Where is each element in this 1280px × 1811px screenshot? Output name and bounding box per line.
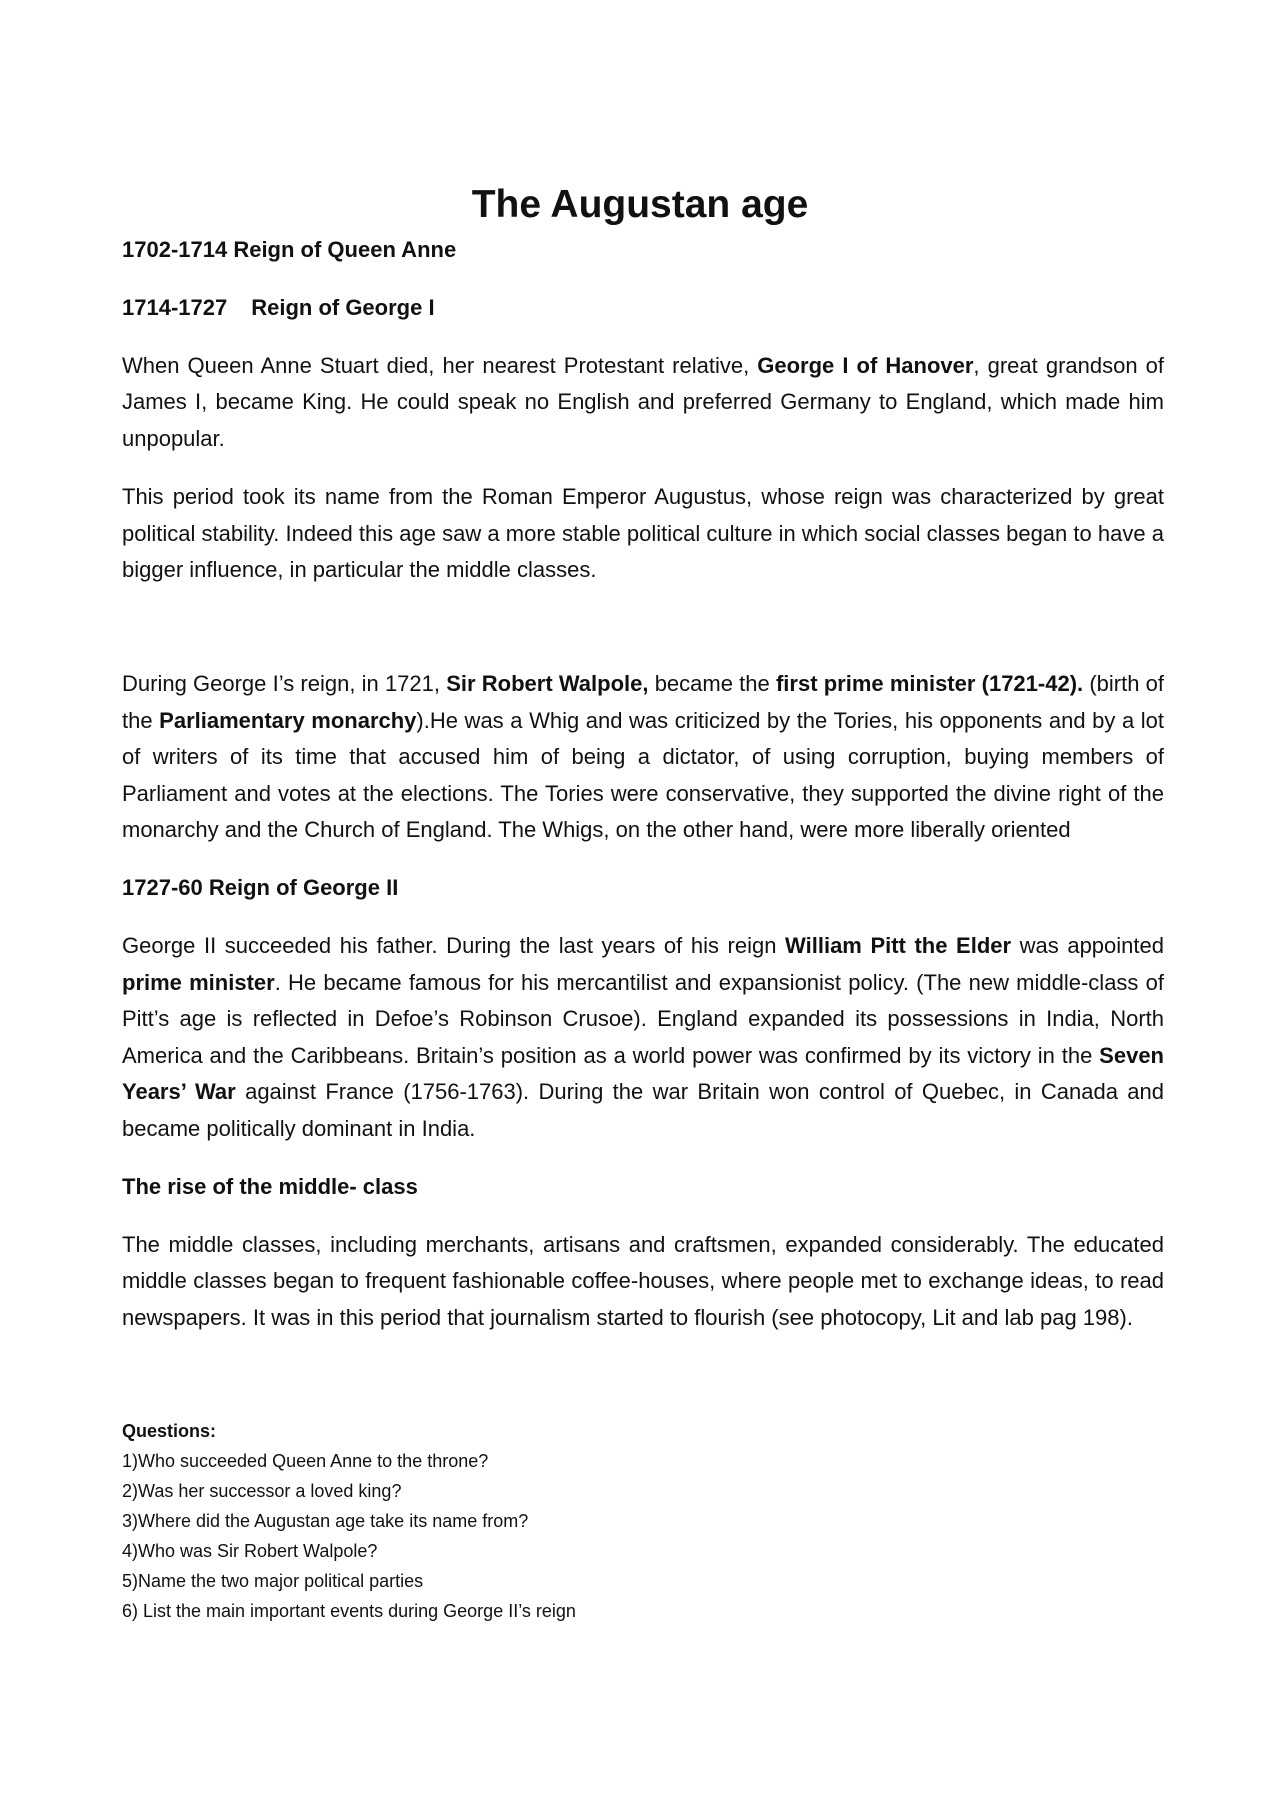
bold-george-i-of-hanover: George I of Hanover: [757, 353, 974, 378]
paragraph-augustus: [122, 479, 1164, 588]
text-run: became the: [648, 671, 776, 697]
question-item: 6) List the main important events during George II’s reign: [122, 1601, 576, 1622]
page-title: The Augustan age: [471, 183, 809, 227]
heading-george-ii: 1727-60 Reign of George II: [122, 875, 399, 901]
question-item: 5)Name the two major political parties: [122, 1571, 424, 1592]
question-item: 3)Where did the Augustan age take its name from?: [122, 1511, 529, 1532]
bold-seven-years-war: Seven Years’ War: [122, 1042, 1164, 1105]
bold-first-prime-minister: first prime minister (1721-42).: [775, 671, 1084, 697]
text-run: . He became famous for his mercantilist and expansionist policy. (The new middle-class of Pitt’s age is reflected in Defoe’s Robinson Crusoe). England expanded its possessions in India, North America and the Caribbeans. Britain’s position as a world power was confirmed by its victory in the: [122, 969, 1164, 1068]
text-run: against France (1756-1763). During the war Britain won control of Quebec, in Canada and became politically dominant in India.: [122, 1079, 1164, 1141]
paragraph-walpole: [122, 666, 1164, 848]
text-run: George II succeeded his father. During the last years of his reign: [122, 933, 786, 959]
heading-george-i-years: 1714-1727: [122, 295, 228, 320]
text-run: was appointed: [1011, 933, 1164, 959]
document-body: [122, 232, 1164, 1626]
text-run: The middle classes, including merchants, artisans and craftsmen, expanded considerably. The educated middle classes began to frequent fashionable coffee-houses, where people met to exchange ideas, to read newspapers. It was in this period that journalism started to flourish (see photocopy, Lit and lab pag 198).: [122, 1231, 1164, 1330]
bold-sir-robert-walpole: Sir Robert Walpole,: [446, 671, 649, 697]
bold-william-pitt: William Pitt the Elder: [785, 933, 1012, 959]
text-run: (birth of the: [122, 671, 1165, 733]
heading-george-i-label: Reign of George I: [251, 295, 435, 320]
paragraph-george-i: [122, 348, 1164, 457]
text-run: This period took its name from the Roman Emperor Augustus, whose reign was characterized by great political stability. Indeed this age saw a more stable political culture in which social classes began to have a bigger influence, in particular the middle classes.: [122, 484, 1164, 583]
text-run: ).He was a Whig and was criticized by the Tories, his opponents and by a lot of writers of its time that accused him of being a dictator, of using corruption, buying members of Parliament and votes at the elections. The Tories were conservative, they supported the divine right of the monarchy and the Church of England. The Whigs, on the other hand, were more liberally oriented: [122, 707, 1164, 843]
bold-parliamentary-monarchy: Parliamentary monarchy: [159, 707, 417, 733]
heading-queen-anne: 1702-1714 Reign of Queen Anne: [122, 237, 457, 262]
questions-list: [122, 1446, 1164, 1626]
question-item: 4)Who was Sir Robert Walpole?: [122, 1541, 378, 1562]
text-run: When Queen Anne Stuart died, her nearest Protestant relative,: [122, 353, 758, 378]
questions-title: Questions:: [122, 1421, 217, 1442]
question-item: 1)Who succeeded Queen Anne to the throne?: [122, 1451, 489, 1472]
paragraph-middle-class: [122, 1227, 1164, 1336]
heading-middle-class: The rise of the middle- class: [122, 1173, 418, 1199]
bold-prime-minister: prime minister: [122, 969, 275, 995]
paragraph-george-ii: [122, 928, 1164, 1146]
spacer: [122, 610, 1164, 666]
text-run: , great grandson of James I, became King. He could speak no English and preferred Germany to England, which made him unpopular.: [122, 353, 1164, 451]
text-run: During George I’s reign, in 1721,: [122, 671, 447, 697]
question-item: 2)Was her successor a loved king?: [122, 1481, 402, 1502]
spacer: [122, 1358, 1164, 1416]
heading-george-i: [122, 290, 1164, 326]
